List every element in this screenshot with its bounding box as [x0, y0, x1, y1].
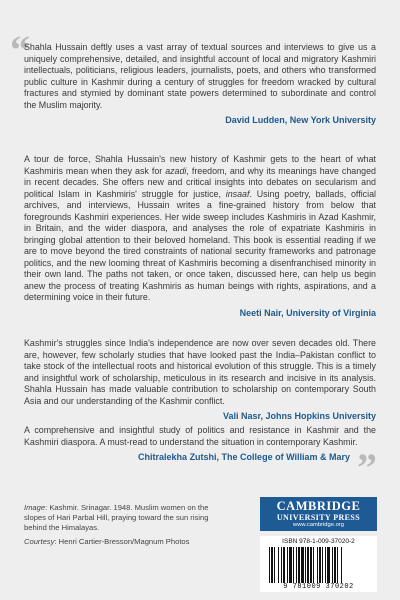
courtesy-credit	[24, 537, 224, 547]
review-attribution: Neeti Nair, University of Virginia	[239, 307, 376, 318]
image-credit-text: : Kashmir. Srinagar. 1948. Muslim women on the slopes of Hari Parbal Hill, praying toward the sun rising behind the Himalayas.	[24, 503, 209, 532]
review-text	[24, 154, 376, 304]
publisher-press: UNIVERSITY PRESS	[276, 513, 361, 522]
review-text-italic: insaaf	[225, 188, 250, 199]
review-text-part: , freedom, and why its meanings have changed in recent decades. She offers new and critical insights into debates on secularism and political Islam in Kashmiris' struggle for justice,	[24, 165, 376, 199]
review-attribution: Chitralekha Zutshi, The College of William & Mary	[138, 452, 350, 462]
image-credit-label: Image	[24, 503, 46, 512]
barcode-panel	[260, 536, 377, 592]
courtesy-text: : Henri Cartier-Bresson/Magnum Photos	[54, 537, 190, 547]
review-nair	[24, 154, 376, 319]
review-text: A comprehensive and insightful study of politics and resistance in Kashmir and the Kashmiri diaspora. A must-read to understand the situation in contemporary Kashmir.	[24, 425, 376, 447]
open-quote-icon: “	[10, 27, 30, 72]
review-attribution: Vali Nasr, Johns Hopkins University	[222, 411, 376, 421]
image-credit	[24, 503, 224, 532]
review-text: Kashmir's struggles since India's independence are now over seven decades old. There are, however, few scholarly studies that have looked past the India–Pakistan conflict to take stock of the intellectual roots and historical evolution of this struggle. This is a timely and insightful work of scholarship, meticulous in its research and incisive in its analysis. Shahla Hussain has made valuable contribution to scholarship on contemporary South Asia and our understanding of the Kashmir conflict.	[24, 338, 376, 406]
barcode-icon	[268, 547, 369, 583]
review-text-part: . Using poetry, ballads, official archives, and interviews, Hussain writes a fine-grained history from below that foregrounds Kashmiri experiences. Her wide sweep includes Kashmiris in Azad Kashmir, in Britain, and the wider diaspora, and analyses the role of expatriate Kashmiris in bringing global attention to their beloved homeland. This book is essential reading if we are to move beyond the tired constraints of national security frameworks and patronage politics, and the new looming threat of Kashmiris becoming a disenfranchised minority in their own land. The paths not taken, or once taken, discussed here, can help us begin anew the process of treating Kashmiris as human beings with rights, aspirations, and a determining voice in their future.	[24, 188, 376, 302]
publisher-url: www.cambridge.org	[293, 522, 344, 528]
barcode-digits: 9 781009 370202	[283, 583, 354, 591]
courtesy-label: Courtesy	[24, 537, 55, 547]
review-ludden	[24, 42, 376, 127]
review-text-italic: azadi	[165, 165, 187, 176]
publisher-logo	[260, 497, 377, 531]
review-zutshi	[24, 425, 376, 464]
review-nasr	[24, 338, 376, 423]
review-attribution: David Ludden, New York University	[225, 115, 376, 125]
review-text-part: A tour de force, Shahla Hussain's new history of Kashmir gets to the heart of what Kashmiris mean when they ask for	[24, 154, 376, 176]
close-quote-icon: ”	[357, 445, 377, 490]
review-text: Shahla Hussain deftly uses a vast array of textual sources and interviews to give us a uniquely comprehensive, detailed, and insightful account of local and migratory Kashmiri intellectuals, politicians, religious leaders, journalists, poets, and others who transformed public culture in Kashmir during a century of struggles for freedom wracked by cultural fractures and stymied by dominant state powers determined to subordinate and control the Muslim majority.	[24, 42, 376, 110]
cover-credits	[24, 503, 224, 547]
publisher-name: CAMBRIDGE	[276, 499, 361, 513]
isbn-label: ISBN 978-1-009-37020-2	[282, 538, 355, 545]
